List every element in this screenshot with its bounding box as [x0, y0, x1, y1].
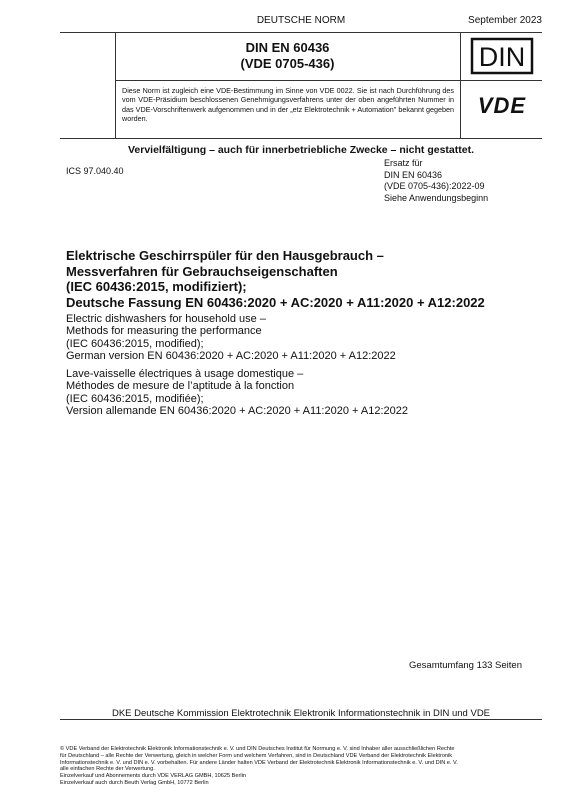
title-english — [66, 313, 536, 363]
title-english-line-3: (IEC 60436:2015, modified); — [66, 337, 204, 350]
total-pages: Gesamtumfang 133 Seiten — [408, 660, 522, 671]
replacement-line-2: DIN EN 60436 — [384, 169, 443, 180]
title-german-line-1: Elektrische Geschirrspüler für den Hausgebrauch – — [66, 248, 384, 263]
top-header-bar — [60, 10, 542, 33]
copyright-line-3: Informationstechnik e. V. und DIN e. V. vorbehalten. Für andere Länder halten VDE Verband der Elektrotechnik Elektronik Informationstechnik e. V. und DIN e. V. — [60, 759, 458, 766]
vde-logo-text: VDE — [477, 94, 527, 116]
replacement-line-1: Ersatz für — [384, 158, 423, 168]
title-french-line-1: Lave-vaisselle électriques à usage domestique – — [66, 368, 304, 380]
din-logo-icon — [470, 37, 534, 75]
norm-type-label: DEUTSCHE NORM — [256, 15, 346, 26]
replacement-line-4: Siehe Anwendungsbeginn — [384, 192, 489, 203]
document-number — [115, 40, 460, 72]
copyright-line-4: alle einfachen Rechte der Verwertung. — [60, 766, 155, 773]
din-logo-text: DIN — [478, 42, 526, 72]
title-german-line-3: (IEC 60436:2015, modifiziert); — [66, 279, 247, 295]
copyright-line-6: Einzelverkauf auch durch Beuth Verlag GmbH, 10772 Berlin — [60, 779, 209, 786]
copyright-line-5: Einzelverkauf und Abonnements durch VDE VERLAG GMBH, 10625 Berlin — [60, 773, 246, 780]
vde-notice-text: Diese Norm ist zugleich eine VDE-Bestimmung im Sinne von VDE 0022. Sie ist nach Durchführung des vom VDE-Präsidium beschlossenen Genehmigungsverfahrens unter der oben angeführten Nummer in das VDE-Vorschriftenwerk aufgenommen und in der „etz Elektrotechnik + Automation" bekannt gegeben worden. — [122, 86, 454, 124]
title-english-line-4: German version EN 60436:2020 + AC:2020 + A11:2020 + A12:2022 — [66, 350, 396, 363]
reproduction-notice: Vervielfältigung – auch für innerbetriebliche Zwecke – nicht gestattet. — [127, 144, 474, 156]
title-english-line-2: Methods for measuring the performance — [66, 325, 262, 338]
title-german-line-2: Messverfahren für Gebrauchseigenschaften — [66, 263, 338, 279]
publication-date: September 2023 — [468, 15, 542, 26]
vde-logo-icon — [464, 94, 540, 116]
title-german — [66, 248, 536, 310]
copyright-line-1: © VDE Verband der Elektrotechnik Elektronik Informationstechnik e. V. und DIN Deutsches Institut für Normung e. V. sind Inhaber aller ausschließlichen Rechte — [60, 746, 455, 752]
title-german-line-4: Deutsche Fassung EN 60436:2020 + AC:2020 + A11:2020 + A12:2022 — [66, 294, 485, 310]
copyright-line-2: für Deutschland – alle Rechte der Verwertung, gleich in welcher Form und welchem Verfahren, sind in Deutschland VDE Verband der Elektrotechnik Elektronik — [60, 752, 453, 759]
header-frame — [60, 32, 542, 139]
title-french-line-3: (IEC 60436:2015, modifiée); — [66, 392, 204, 405]
replacement-info — [384, 158, 488, 204]
frame-divider-horizontal — [115, 80, 542, 81]
dke-commission-line: DKE Deutsche Kommission Elektrotechnik Elektronik Informationstechnik in DIN und VDE — [111, 708, 491, 719]
title-french-line-2: Méthodes de mesure de l’aptitude à la fonction — [66, 380, 295, 393]
copyright-block — [60, 746, 546, 787]
replacement-line-3: (VDE 0705-436):2022-09 — [384, 181, 485, 191]
document-number-line-1: DIN EN 60436 — [245, 40, 330, 55]
ics-code: ICS 97.040.40 — [66, 166, 124, 176]
title-french — [66, 368, 536, 418]
frame-divider-right — [460, 32, 461, 138]
title-english-line-1: Electric dishwashers for household use – — [66, 313, 266, 325]
document-number-line-2: (VDE 0705-436) — [240, 56, 335, 71]
title-french-line-4: Version allemande EN 60436:2020 + AC:2020 + A11:2020 + A12:2022 — [66, 405, 408, 418]
